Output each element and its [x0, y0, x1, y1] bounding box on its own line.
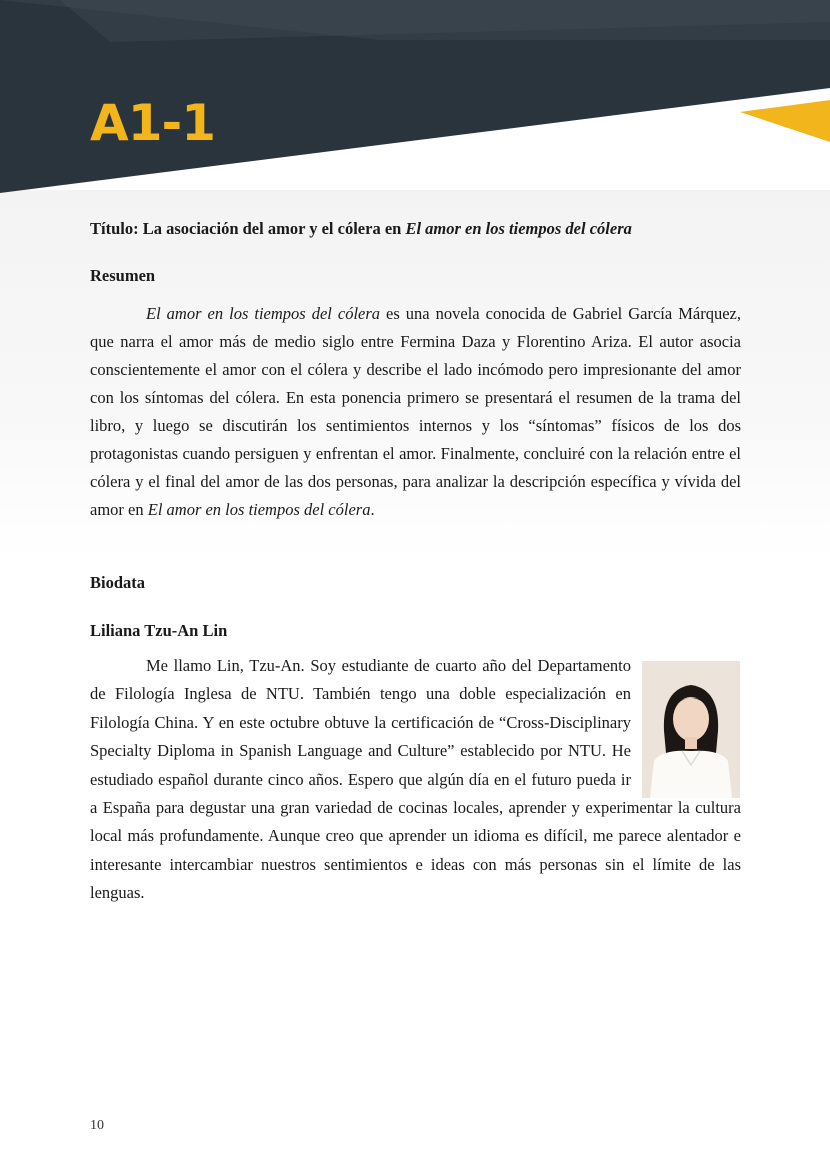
biodata-paragraph: Me llamo Lin, Tzu-An. Soy estudiante de cuarto año del Departamento de Filología Inglesa de NTU. También tengo una doble especialización en Filología China. Y en este octubre obtuve la certificación de “Cross-Disciplinary Specialty Diploma in Spanish Language and Culture” establecido por NTU. He estudiado español durante cinco años. Espero que algún día en el futuro pueda ir a España para degustar una gran variedad de cocinas locales, aprender y experimentar la cultura local más profundamente. Aunque creo que aprender un idioma es difícil, me parece alentador e interesante intercambiar nuestros sentimientos e ideas con más personas sin el límite de las lenguas.	[90, 656, 741, 903]
resumen-paragraph	[90, 300, 741, 524]
resumen-book-closing: El amor en los tiempos del cólera	[147, 500, 371, 519]
title-book: El amor en los tiempos del cólera	[405, 219, 632, 238]
biodata-heading: Biodata	[90, 573, 146, 592]
author-photo	[642, 661, 740, 798]
resumen-end: .	[370, 500, 375, 519]
section-code: A1-1	[90, 94, 216, 152]
author-name: Liliana Tzu-An Lin	[90, 621, 228, 640]
resumen-book-opening: El amor en los tiempos del cólera	[146, 304, 381, 323]
resumen-heading: Resumen	[90, 266, 156, 285]
resumen-body: es una novela conocida de Gabriel García Márquez, que narra el amor más de medio siglo entre Fermina Daza y Florentino Ariza. El autor asocia conscientemente el amor con el cólera y describe el lado incómodo pero impresionante del amor con los síntomas del cólera. En esta ponencia primero se presentará el resumen de la trama del libro, y luego se discutirán los sentimientos internos y los “síntomas” físicos de los dos protagonistas cuando persiguen y enfrentan el amor. Finalmente, concluiré con la relación entre el cólera y el final del amor de las dos personas, para analizar la descripción específica y vívida del amor en	[90, 304, 741, 519]
title-prefix: Título: La asociación del amor y el cólera en	[90, 219, 406, 238]
page-number: 10	[90, 1118, 104, 1133]
paper-title	[90, 219, 741, 239]
